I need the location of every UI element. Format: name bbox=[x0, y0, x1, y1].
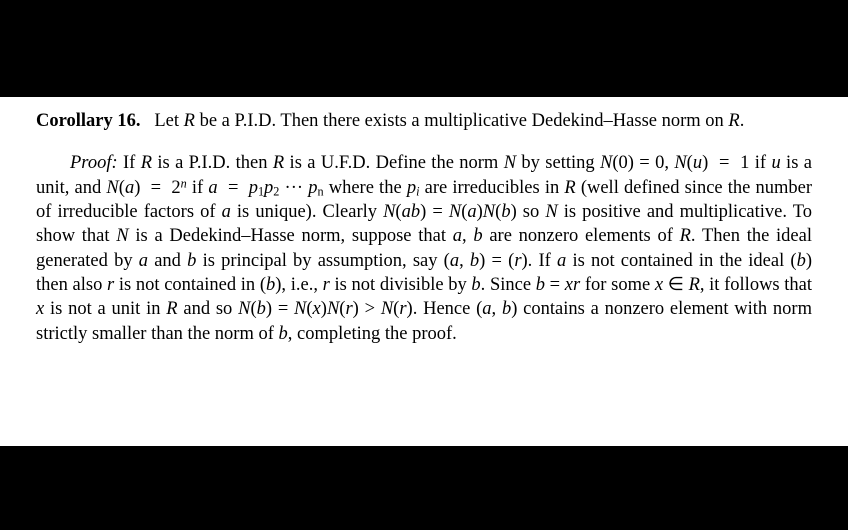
proof-body: If R is a P.I.D. then R is a U.F.D. Define the norm N by setting N(0) = 0, N(u) = 1 if u is a unit, and N(a) = 2$^n$ if $a = p_1p_2$ ··· $p_n$ where the $p_i$ are irreducibles in R (well defined since the number of irreducible factors of a is unique). Clearly N(ab) = N(a)N(b) so N is positive and multiplicative. To show that N is a Dedekind–Hasse norm, suppose that a, b are nonzero elements of R. Then the ideal generated by a and b is principal by assumption, say (a, b) = (r). If a is not contained in the ideal (b) then also r is not contained in (b), i.e., r is not divisible by b. Since b = xr for some x ∈ R, it follows that x is not a unit in R and so N(b) = N(x)N(r) > N(r). Hence (a, b) contains a nonzero element with norm strictly smaller than the norm of b, completing the proof. bbox=[36, 153, 813, 344]
corollary-label: Corollary 16. bbox=[36, 111, 141, 131]
document-content bbox=[36, 109, 812, 346]
proof-block bbox=[36, 151, 812, 346]
document-page bbox=[0, 97, 848, 446]
corollary-statement: Let R be a P.I.D. Then there exists a multiplicative Dedekind–Hasse norm on R. bbox=[145, 111, 745, 131]
proof-label: Proof: bbox=[70, 153, 118, 174]
corollary-block bbox=[36, 109, 812, 133]
